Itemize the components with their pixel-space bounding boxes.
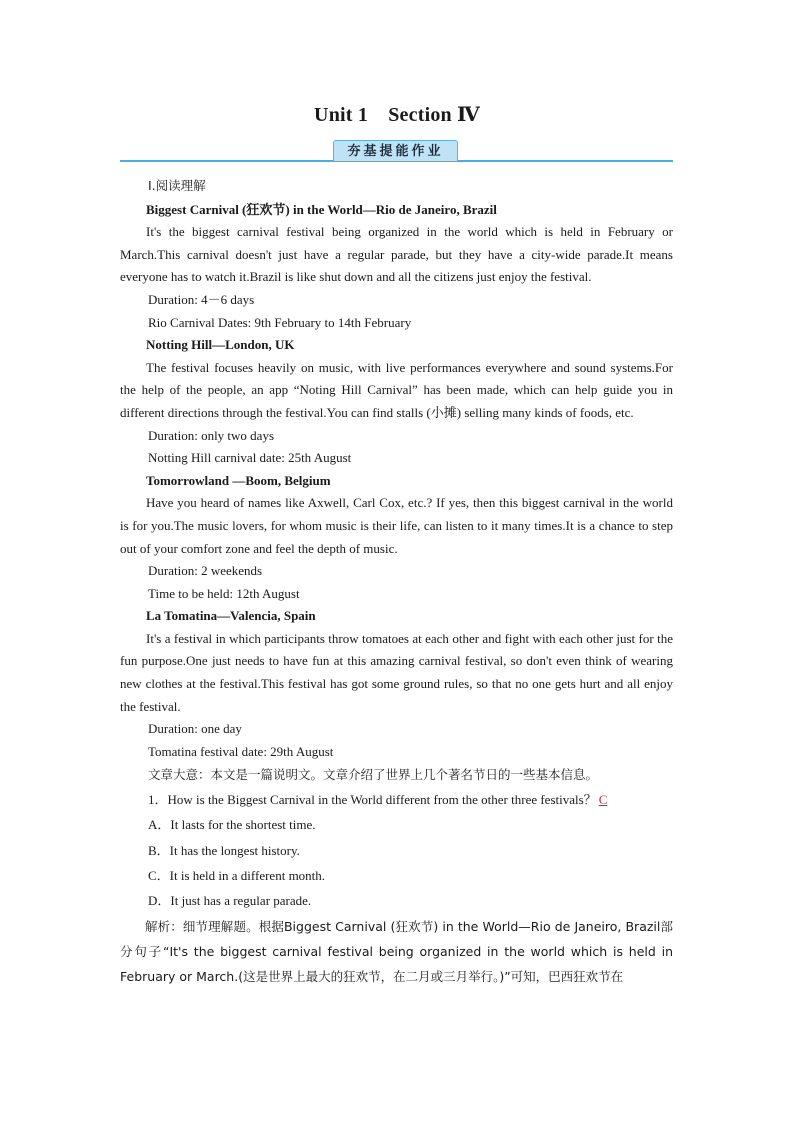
block-heading: Notting Hill—London, UK [146,337,295,353]
block-date: Rio Carnival Dates: 9th February to 14th February [148,314,412,330]
block-duration: Duration: 4－6 days [148,291,255,307]
question-stem [120,787,673,812]
block-date: Notting Hill carnival date: 25th August [148,450,352,466]
block-duration: Duration: only two days [148,427,275,443]
block-heading: La Tomatina—Valencia, Spain [146,608,316,624]
option-a: A．It lasts for the shortest time. [148,817,316,833]
block-paragraph: It's the biggest carnival festival being organized in the world which is held in February or March.This carnival doesn't just have a regular parade, but they have a city-wide parade.It means everyone has to watch it.Brazil is like shut down and all the citizens just enjoy the festival. [120,224,673,285]
article-block-notting-hill [120,334,673,470]
article-summary: 文章大意：本文是一篇说明文。文章介绍了世界上几个著名节日的一些基本信息。 [148,767,599,783]
option-d: D．It just has a regular parade. [148,893,312,909]
option-c: C．It is held in a different month. [148,867,326,883]
article-block-tomorrowland [120,470,673,606]
block-date: Time to be held: 12th August [148,585,300,601]
article-block-rio [120,199,673,335]
block-heading: Tomorrowland —Boom, Belgium [146,472,331,488]
question-text: 1．How is the Biggest Carnival in the World different from the other three festivals？ [148,792,597,808]
block-duration: Duration: one day [148,721,242,737]
section-label: Ⅰ.阅读理解 [148,178,206,193]
block-heading: Biggest Carnival (狂欢节) in the World—Rio de Janeiro, Brazil [146,201,497,217]
analysis-text: 解析：细节理解题。根据Biggest Carnival (狂欢节) in the World—Rio de Janeiro, Brazil部分句子“It's the biggest carnival festival being organized in the world which is held in February or March.(这是世界上最大的狂欢节，在二月或三月举行。)”可知，巴西狂欢节在 [120,918,673,984]
answer-blank: C [598,792,608,808]
section-badge: 夯基提能作业 [333,140,458,161]
block-paragraph: Have you heard of names like Axwell, Carl Cox, etc.? If yes, then this biggest carnival in the world is for you.The music lovers, for whom music is their life, can listen to it many times.It is a chance to step out of your comfort zone and feel the depth of music. [120,495,673,556]
block-paragraph: The festival focuses heavily on music, with live performances everywhere and sound systems.For the help of the people, an app “Noting Hill Carnival” has been made, which can help guide you in different directions through the festival.You can find stalls (小摊) selling many kinds of foods, etc. [120,359,673,420]
block-paragraph: It's a festival in which participants throw tomatoes at each other and fight with each other just for the fun purpose.One just needs to have fun at this amazing carnival festival, so don't even think of wearing new clothes at the festival.This festival has got some ground rules, so that no one gets hurt and all enjoy the festival. [120,630,673,714]
document-body [120,175,673,989]
page-title: Unit 1 Section Ⅳ [314,104,480,126]
article-block-tomatina [120,605,673,763]
block-duration: Duration: 2 weekends [148,563,263,579]
block-date: Tomatina festival date: 29th August [148,743,334,759]
option-b: B．It has the longest history. [148,842,300,858]
